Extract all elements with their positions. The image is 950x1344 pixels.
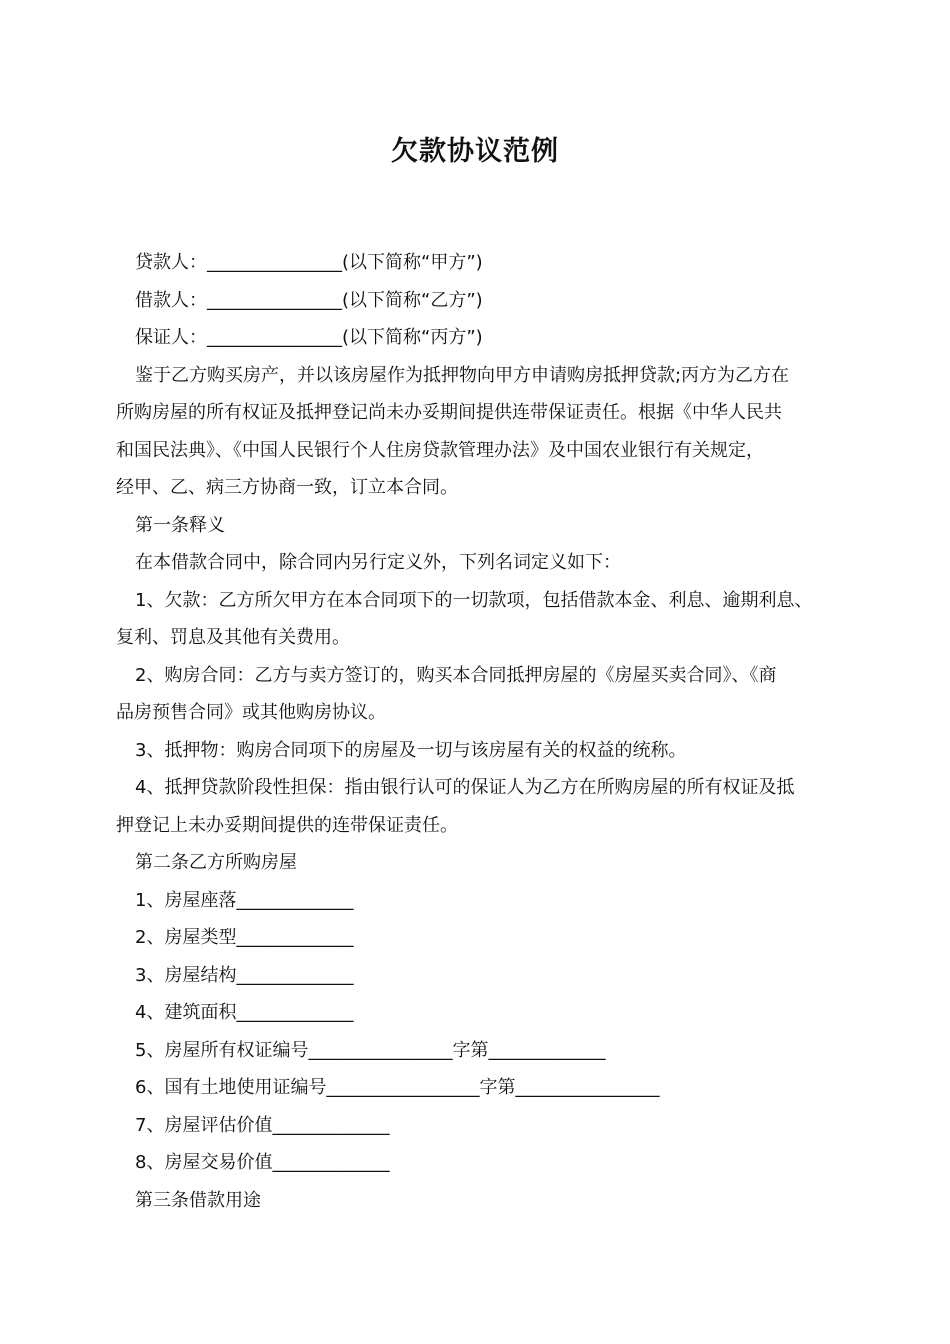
article1-item2-line: 2、购房合同：乙方与卖方签订的，购买本合同抵押房屋的《房屋买卖合同》、《商 [135,664,777,686]
article2-item: 1、房屋座落_____________ [135,889,354,911]
article2-item: 5、房屋所有权证编号________________字第_____________ [135,1039,606,1061]
preamble-line: 和国民法典》、《中国人民银行个人住房贷款管理办法》及中国农业银行有关规定， [116,439,764,461]
article2-item: 6、国有土地使用证编号_________________字第________________ [135,1077,660,1098]
party-lender: 贷款人：_______________(以下简称“甲方”) [135,252,483,273]
article2-heading: 第二条乙方所购房屋 [135,852,297,873]
article1-item1-line: 1、欠款：乙方所欠甲方在本合同项下的一切款项，包括借款本金、利息、逾期利息、 [135,589,813,611]
party-guarantor: 保证人：_______________(以下简称“丙方”) [135,327,483,348]
article2-item: 4、建筑面积_____________ [135,1002,354,1023]
party-borrower: 借款人：_______________(以下简称“乙方”) [135,289,483,311]
preamble-line: 鉴于乙方购买房产，并以该房屋作为抵押物向甲方申请购房抵押贷款;丙方为乙方在 [135,364,790,386]
article2-item: 2、房屋类型_____________ [135,927,354,948]
article1-item4-line: 4、抵押贷款阶段性担保：指由银行认可的保证人为乙方在所购房屋的所有权证及抵 [135,777,795,798]
article1-item1-line: 复利、罚息及其他有关费用。 [116,627,350,648]
article2-item: 8、房屋交易价值_____________ [135,1152,390,1173]
article1-heading: 第一条释义 [135,514,225,536]
preamble-line: 所购房屋的所有权证及抵押登记尚未办妥期间提供连带保证责任。根据《中华人民共 [116,402,782,423]
article1-intro: 在本借款合同中，除合同内另行定义外，下列名词定义如下： [135,552,621,573]
article1-item3: 3、抵押物：购房合同项下的房屋及一切与该房屋有关的权益的统称。 [135,739,687,761]
document-title: 欠款协议范例 [391,136,559,167]
article2-item: 3、房屋结构_____________ [135,964,354,986]
document-body [116,244,850,1219]
article3-heading: 第三条借款用途 [135,1189,261,1211]
article1-item4-line: 押登记上未办妥期间提供的连带保证责任。 [116,814,458,836]
preamble-line: 经甲、乙、病三方协商一致，订立本合同。 [116,477,458,498]
article2-item: 7、房屋评估价值_____________ [135,1114,390,1136]
article1-item2-line: 品房预售合同》或其他购房协议。 [116,702,386,723]
